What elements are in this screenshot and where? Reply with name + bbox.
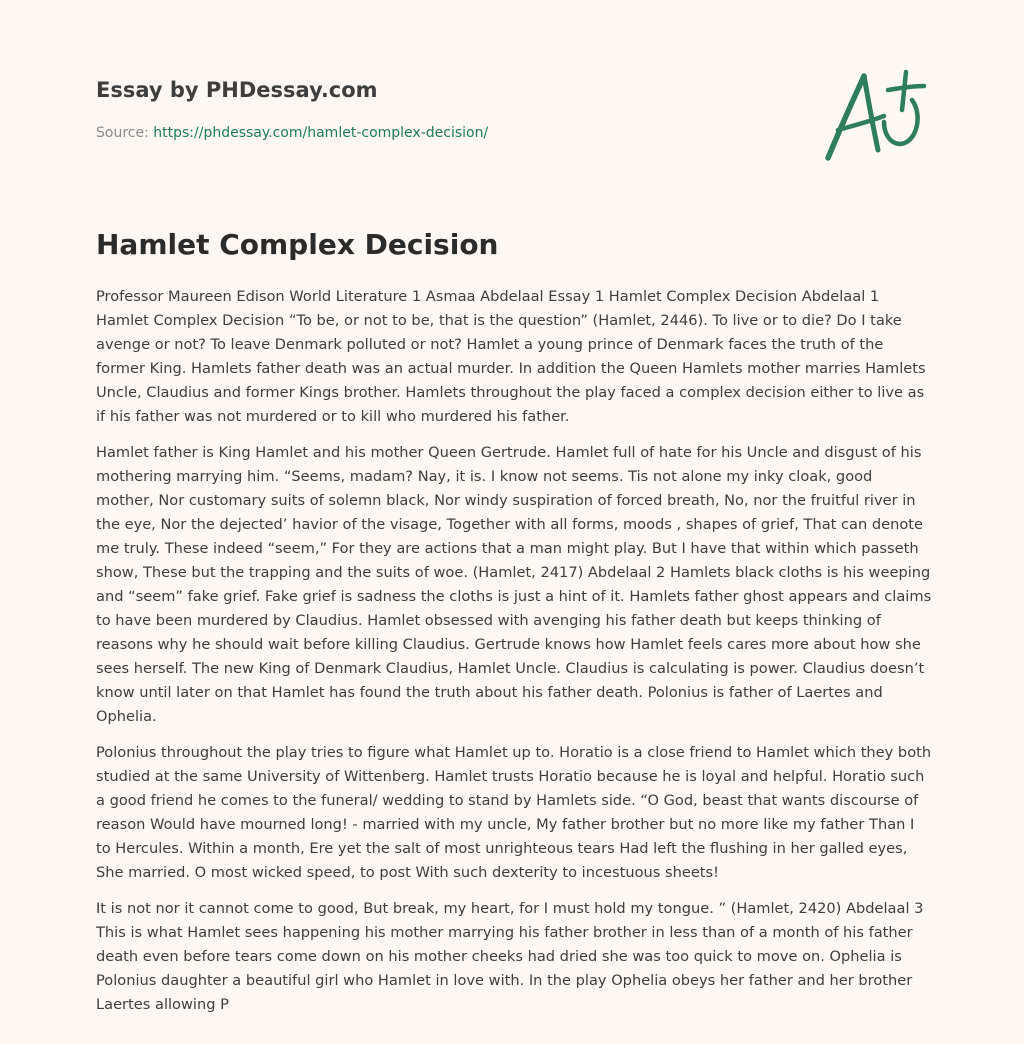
source-link[interactable]: https://phdessay.com/hamlet-complex-decision/ bbox=[153, 125, 489, 141]
essay-paragraph: It is not nor it cannot come to good, But break, my heart, for I must hold my tongue. ” (Hamlet, 2420) Abdelaal 3 This is what Hamlet sees happening his mother marrying his father brother in less than of a month of his father death even before tears come down on his mother cheeks had dried she was too quick to move on. Ophelia is Polonius daughter a beautiful girl who Hamlet in love with. In the play Ophelia obeys her father and her brother Laertes allowing P bbox=[96, 900, 924, 1013]
source-line bbox=[96, 123, 796, 143]
essay-paragraph: Professor Maureen Edison World Literature 1 Asmaa Abdelaal Essay 1 Hamlet Complex Decision Abdelaal 1 Hamlet Complex Decision “To be, or not to be, that is the question” (Hamlet, 2446). To live or to die? Do I take avenge or not? To leave Denmark polluted or not? Hamlet a young prince of Denmark faces the truth of the former King. Hamlets father death was an actual murder. In addition the Queen Hamlets mother marries Hamlets Uncle, Claudius and former Kings brother. Hamlets throughout the play faced a complex decision either to live as if his father was not murdered or to kill who murdered his father. bbox=[96, 288, 926, 425]
a-plus-grade-icon bbox=[818, 64, 930, 168]
essay-paragraph: Polonius throughout the play tries to figure what Hamlet up to. Horatio is a close friend to Hamlet which they both studied at the same University of Wittenberg. Hamlet trusts Horatio because he is loyal and helpful. Horatio such a good friend he comes to the funeral/ wedding to stand by Hamlets side. “O God, beast that wants discourse of reason Would have mourned long! - married with my uncle, My father brother but no more like my father Than I to Hercules. Within a month, Ere yet the salt of most unrighteous tears Had left the flushing in her galled eyes, She married. O most wicked speed, to post With such dexterity to incestuous sheets! bbox=[96, 744, 932, 881]
essay-title: Hamlet Complex Decision bbox=[96, 228, 499, 261]
document-header bbox=[96, 76, 796, 143]
source-label: Source: bbox=[96, 125, 154, 141]
site-brand: Essay by PHDessay.com bbox=[96, 78, 378, 102]
essay-paragraph: Hamlet father is King Hamlet and his mother Queen Gertrude. Hamlet full of hate for his Uncle and disgust of his mothering marrying him. “Seems, madam? Nay, it is. I know not seems. Tis not alone my inky cloak, good mother, Nor customary suits of solemn black, Nor windy suspiration of forced breath, No, nor the fruitful river in the eye, Nor the dejected’ havior of the visage, Together with all forms, moods , shapes of grief, That can denote me truly. These indeed “seem,” For they are actions that a man might play. But I have that within which passeth show, These but the trapping and the suits of woe. (Hamlet, 2417) Abdelaal 2 Hamlets black cloths is his weeping and “seem” fake grief. Fake grief is sadness the cloths is just a hint of it. Hamlets father ghost appears and claims to have been murdered by Claudius. Hamlet obsessed with avenging his father death but keeps thinking of reasons why he should wait before killing Claudius. Gertrude knows how Hamlet feels cares more about how she sees herself. The new King of Denmark Claudius, Hamlet Uncle. Claudius is calculating is power. Claudius doesn’t know until later on that Hamlet has found the truth about his father death. Polonius is father of Laertes and Ophelia. bbox=[96, 444, 932, 725]
essay-body bbox=[96, 285, 932, 1029]
